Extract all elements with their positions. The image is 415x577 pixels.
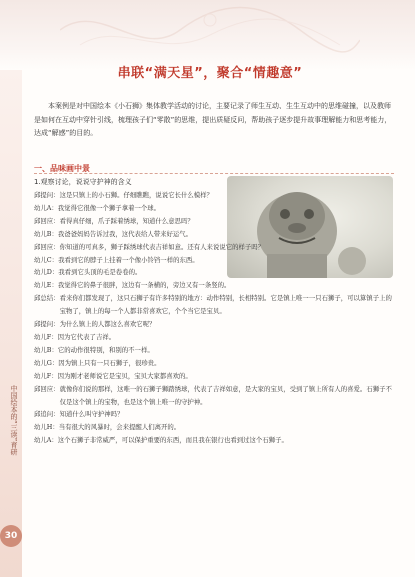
dialogue-line [34,318,396,331]
side-margin-bar [0,70,22,577]
speaker-label: 邱回应： [34,384,60,393]
section-heading: 一、品味画中景 [34,164,90,173]
speaker-label: 幼儿F： [34,332,58,341]
utterance: 你知道的可真多，狮子踩绣球代表吉祥如意。还有人来说说它的样子吗？ [59,242,265,251]
utterance: 这是只镇上的小石狮。仔细瞧瞧，说说它长什么模样？ [59,191,213,199]
dialogue-line [34,344,396,357]
running-header: 中国绘本的“三读”育研 [10,385,18,456]
section-divider [34,173,394,174]
utterance: 因为镇上只有一只石狮子，很珍贵。 [58,358,161,367]
dialogue-line [34,241,396,254]
utterance: 看来你们都发现了，这只石狮子有许多特别的地方：动作特别，长相特别。它是镇上唯一一只石狮子，可以算镇子上的宝物了，镇上的每一个人都非常喜欢它，个个当它是宝贝。 [59,294,392,316]
dialogue-line [34,421,396,434]
dialogue-line [34,331,396,344]
dialogue-line [34,254,396,267]
speaker-label: 幼儿A： [34,203,58,212]
utterance: 这个石狮子非常威严，可以保护重要的东西，而且我在银行也看到过这个石狮子。 [57,436,288,445]
speaker-label: 幼儿B： [34,345,58,354]
header-decoration [0,0,415,70]
sub-heading: 1.观察讨论，说说守护神的含义 [34,178,132,186]
utterance: 当有很大的风暴时，会来提醒人们离开的。 [58,423,181,432]
dialogue-line [34,279,396,292]
dialogue-line [34,408,396,421]
utterance: 为什么镇上的人都这么喜欢它呢？ [59,320,156,329]
swirl-ornament-icon [60,0,360,60]
speaker-label: 幼儿H： [34,423,59,432]
dialogue-line [34,434,396,447]
utterance: 我看到它头顶的毛是卷卷的。 [58,268,142,277]
speaker-label: 邱提问： [34,191,60,199]
speaker-label: 幼儿D： [34,268,59,277]
dialogue-line [34,357,396,370]
speaker-label: 幼儿B： [34,229,58,238]
utterance: 我觉得它的鼻子很胖，这边有一条横的，旁边又有一条竖的。 [57,281,231,290]
speaker-label: 邱回应： [34,242,60,251]
dialogue-transcript [34,189,396,447]
page-number: 30 [0,525,22,547]
utterance: 看得真仔细，爪子踩着绣球，知道什么意思吗？ [59,216,194,225]
speaker-label: 邱总结： [34,294,60,303]
intro-paragraph: 本案例是对中国绘本《小石狮》集体教学活动的讨论，主要记录了师生互动、生生互动中的思维碰撞，以及教师是如何在互动中穿针引线，梳理孩子们“零散”的思维，提出质疑反问，帮助孩子逐步提升故事理解能力和思考能力，达成“解感”的目的。 [34,102,392,137]
utterance: 因为刚才老师说它是宝贝，宝贝大家都喜欢的。 [57,371,192,380]
dialogue-line [34,215,396,228]
dialogue-line [34,383,396,409]
page-title: 串联“满天星”，聚合“情趣意” [117,66,303,81]
utterance: 我觉得它很像一个狮子拿着一个球。 [57,203,161,212]
utterance: 它的动作很特别，和别的不一样。 [57,345,154,354]
dialogue-line [34,202,396,215]
speaker-label: 幼儿C： [34,255,59,264]
speaker-label: 幼儿F： [34,371,58,380]
dialogue-line [34,370,396,383]
utterance: 知道什么叫守护神吗？ [59,410,124,419]
dialogue-line [34,228,396,241]
dialogue-line [34,189,396,202]
utterance: 就像你们说的那样，这唯一的石狮子狮踏绣球，代表了吉祥如意，是大家的宝贝，受到了镇上所有人的喜爱。石狮子不仅是这个镇上的宝物，也是这个镇上唯一的守护神。 [59,384,392,406]
utterance: 我看到它的脖子上挂着一个像小铃铛一样的东西。 [58,255,199,264]
dialogue-line [34,292,396,318]
dialogue-line [34,266,396,279]
speaker-label: 幼儿E： [34,281,58,290]
speaker-label: 幼儿G： [34,358,59,367]
speaker-label: 幼儿A： [34,436,58,445]
speaker-label: 邱回应： [34,216,60,225]
utterance: 我爸爸妈妈告诉过我，这代表给人带来好运气。 [57,229,193,238]
speaker-label: 邱追问： [34,410,60,419]
utterance: 因为它代表了吉祥。 [57,332,116,341]
speaker-label: 邱提问： [34,320,60,329]
